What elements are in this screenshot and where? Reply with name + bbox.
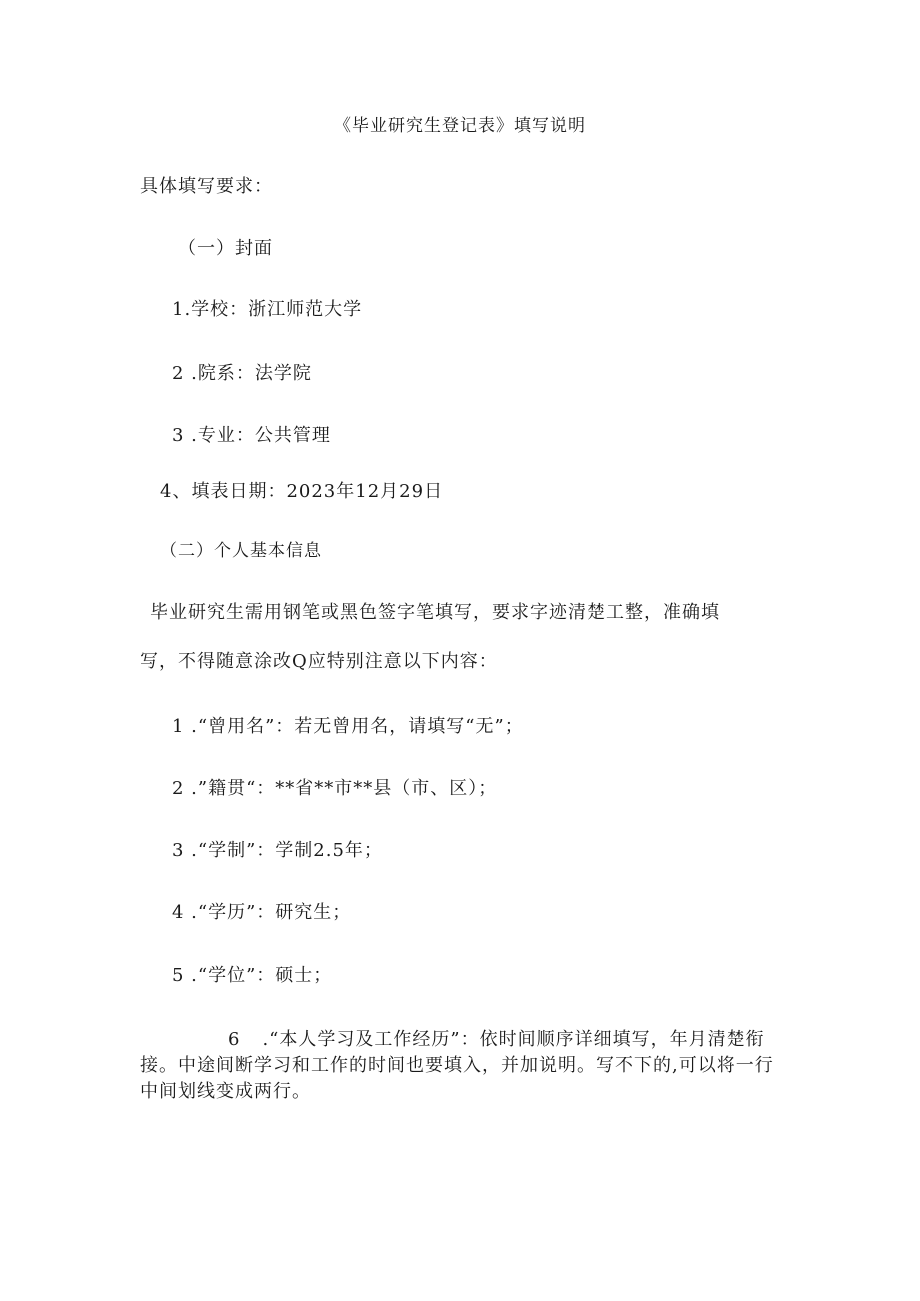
intro-text: 具体填写要求： [140, 176, 273, 197]
info-item-experience [140, 1027, 780, 1105]
info-item-former-name: 1 .“曾用名”：若无曾用名，请填写“无”； [172, 716, 524, 737]
instructions-line-2: 写，不得随意涂改Q应特别注意以下内容： [140, 651, 498, 672]
cover-item-department: 2 .院系：法学院 [172, 363, 312, 384]
info-item-degree: 5 .“学位”：硕士； [172, 965, 333, 986]
cover-item-major: 3 .专业：公共管理 [172, 425, 331, 446]
info-item-experience-number: 6 [228, 1029, 241, 1050]
info-item-native-place: 2 .”籍贯“：**省**市**县（市、区）； [172, 778, 498, 799]
info-item-education: 4 .“学历”：研究生； [172, 902, 352, 923]
section-heading-cover: （一）封面 [178, 238, 273, 259]
instructions-line-1: 毕业研究生需用钢笔或黑色签字笔填写，要求字迹清楚工整，准确填 [150, 602, 720, 623]
cover-item-school: 1.学校：浙江师范大学 [172, 299, 363, 320]
document-title: 《毕业研究生登记表》填写说明 [334, 116, 586, 136]
info-item-schooling-length: 3 .“学制”：学制2.5年； [172, 840, 383, 861]
cover-item-date: 4、填表日期：2023年12月29日 [160, 481, 444, 502]
info-item-experience-text: .“本人学习及工作经历”：依时间顺序详细填写，年月清楚衔接。中途间断学习和工作的时间也要填入，并加说明。写不下的,可以将一行中间划线变成两行。 [140, 1029, 774, 1102]
section-heading-personal-info: （二）个人基本信息 [160, 541, 322, 561]
